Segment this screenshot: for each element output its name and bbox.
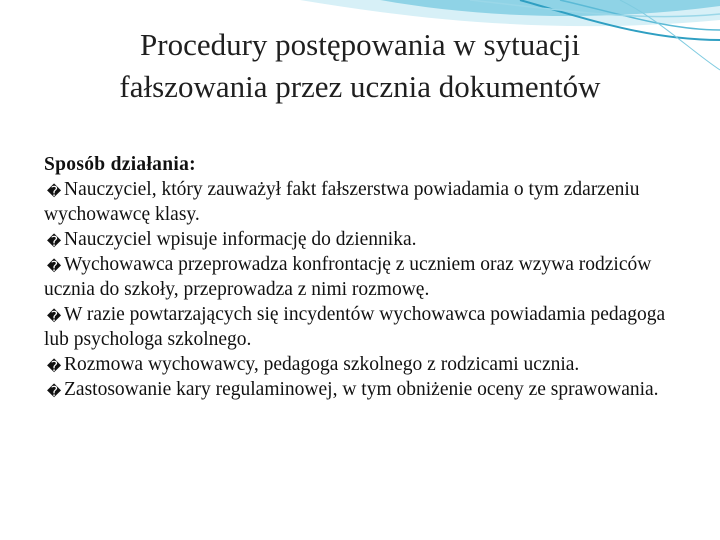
list-item [44, 352, 684, 377]
list-item-text: Wychowawca przeprowadza konfrontację z uczniem oraz wzywa rodziców ucznia do szkoły, przeprowadza z nimi rozmowę. [44, 254, 652, 300]
list-item-text: Nauczyciel wpisuje informację do dziennika. [64, 229, 417, 250]
bullet-icon: � [46, 184, 62, 200]
content-body [44, 152, 684, 402]
bullet-icon: � [46, 234, 62, 250]
list-item [44, 227, 684, 252]
list-item [44, 302, 684, 352]
slide-title-line-1: Procedury postępowania w sytuacji [140, 27, 580, 62]
list-item-text: Nauczyciel, który zauważył fakt fałszerstwa powiadamia o tym zdarzeniu wychowawcę klasy. [44, 179, 640, 225]
list-item [44, 252, 684, 302]
list-item-text: Zastosowanie kary regulaminowej, w tym obniżenie oceny ze sprawowania. [64, 379, 659, 400]
list-item-text: Rozmowa wychowawcy, pedagoga szkolnego z rodzicami ucznia. [64, 354, 580, 375]
bullet-icon: � [46, 309, 62, 325]
slide-title [20, 24, 700, 108]
slide-title-line-2: fałszowania przez ucznia dokumentów [119, 69, 601, 104]
bullet-icon: � [46, 259, 62, 275]
list-item [44, 377, 684, 402]
list-item [44, 177, 684, 227]
bullet-icon: � [46, 384, 62, 400]
bullet-icon: � [46, 359, 62, 375]
list-item-text: W razie powtarzających się incydentów wychowawca powiadamia pedagoga lub psychologa szkolnego. [44, 304, 666, 350]
section-heading: Sposób działania: [44, 154, 196, 175]
